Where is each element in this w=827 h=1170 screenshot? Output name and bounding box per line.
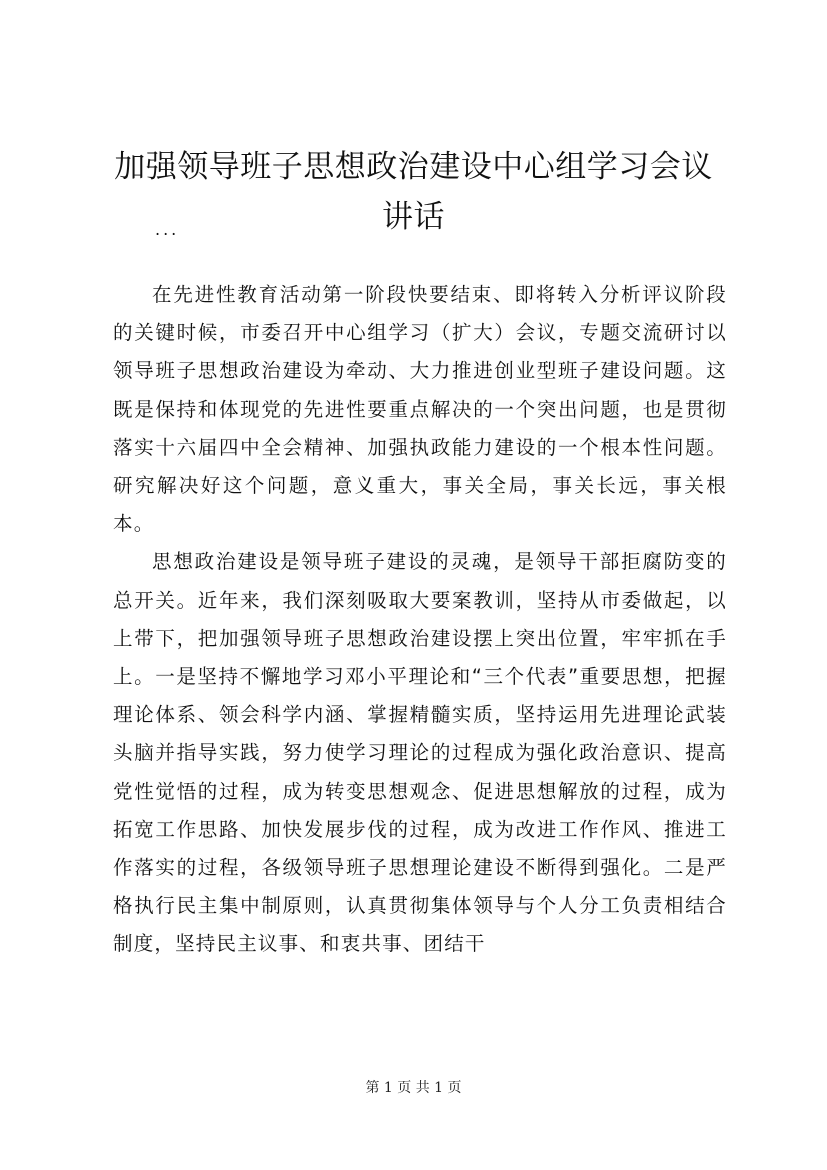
page-footer: 第 1 页 共 1 页 (365, 1080, 462, 1096)
document-body (113, 276, 727, 964)
document-title: 加强领导班子思想政治建设中心组学习会议讲话 (114, 149, 713, 235)
paragraph: 在先进性教育活动第一阶段快要结束、即将转入分析评议阶段的关键时候，市委召开中心组学习（扩大）会议，专题交流研讨以领导班子思想政治建设为牵动、大力推进创业型班子建设问题。这既是保持和体现党的先进性要重点解决的一个突出问题，也是贯彻落实十六届四中全会精神、加强执政能力建设的一个根本性问题。研究解决好这个问题，意义重大，事关全局，事关长远，事关根本。 (113, 283, 727, 536)
ellipsis-mark: ... (155, 220, 180, 239)
paragraph: 思想政治建设是领导班子建设的灵魂，是领导干部拒腐防变的总开关。近年来，我们深刻吸取大要案教训，坚持从市委做起，以上带下，把加强领导班子思想政治建设摆上突出位置，牢牢抓在手上。一是坚持不懈地学习邓小平理论和“三个代表”重要思想，把握理论体系、领会科学内涵、掌握精髓实质，坚持运用先进理论武装头脑并指导实践，努力使学习理论的过程成为强化政治意识、提高党性觉悟的过程，成为转变思想观念、促进思想解放的过程，成为拓宽工作思路、加快发展步伐的过程，成为改进工作作风、推进工作落实的过程，各级领导班子思想理论建设不断得到强化。二是严格执行民主集中制原则，认真贯彻集体领导与个人分工负责相结合制度，坚持民主议事、和衷共事、团结干 (113, 550, 727, 956)
